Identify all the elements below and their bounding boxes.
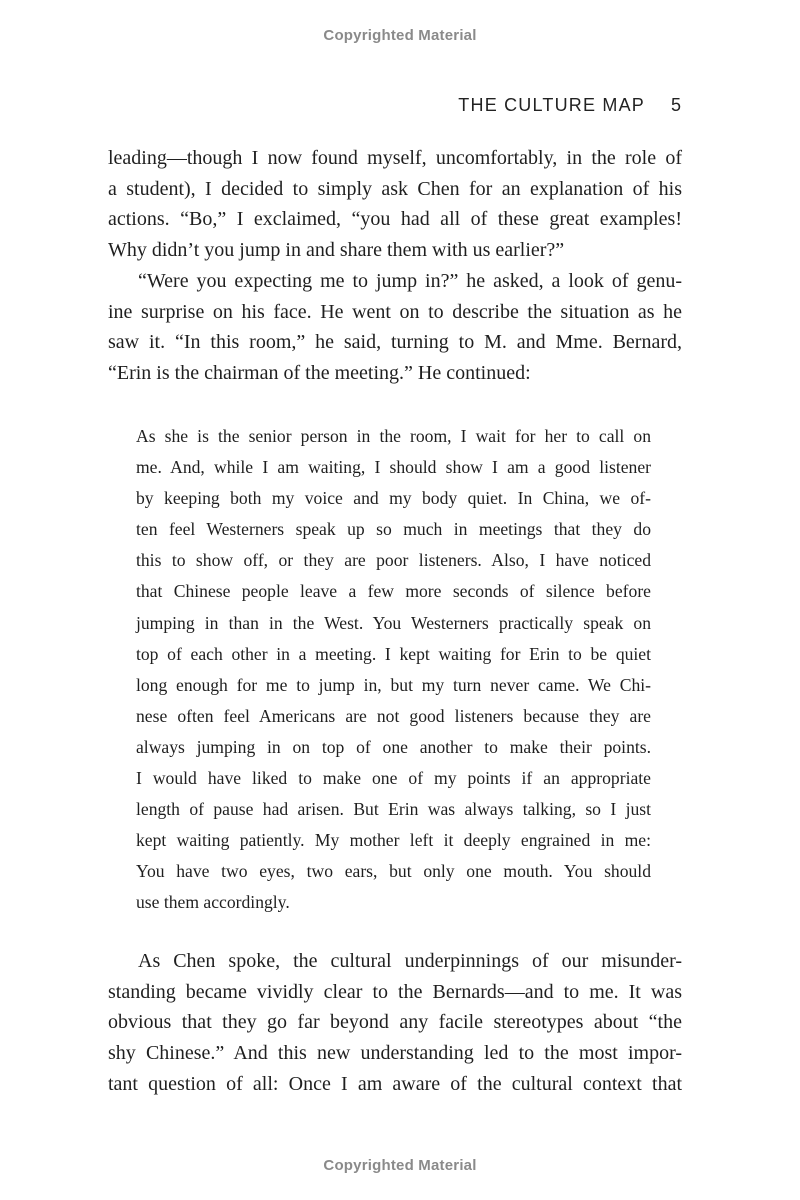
- quote-line: top of each other in a meeting. I kept waiting for Erin to be quiet: [136, 643, 651, 664]
- text-line: a student), I decided to simply ask Chen for an explanation of his: [108, 177, 682, 200]
- paragraph-3: [108, 946, 682, 1100]
- text-line: obvious that they go far beyond any facile stereotypes about “the: [108, 1011, 682, 1034]
- text-line: standing became vividly clear to the Bernards—and to me. It was: [108, 980, 682, 1003]
- text-line: “Were you expecting me to jump in?” he asked, a look of genu-: [138, 270, 682, 292]
- running-header: [458, 95, 681, 116]
- text-line: ine surprise on his face. He went on to describe the situation as he: [108, 300, 682, 323]
- text-line: leading—though I now found myself, uncomfortably, in the role of: [108, 147, 682, 169]
- text-line: “Erin is the chairman of the meeting.” He continued:: [108, 362, 531, 385]
- quote-line: length of pause had arisen. But Erin was always talking, so I just: [136, 799, 651, 820]
- quote-line: jumping in than in the West. You Westerners practically speak on: [136, 612, 651, 633]
- quote-line: As she is the senior person in the room, I wait for her to call on: [136, 426, 651, 446]
- quote-line: long enough for me to jump in, but my turn never came. We Chi-: [136, 674, 651, 695]
- copyright-watermark-top: Copyrighted Material: [323, 27, 477, 44]
- quote-line: kept waiting patiently. My mother left it deeply engrained in me:: [136, 830, 651, 851]
- text-line: shy Chinese.” And this new understanding led to the most impor-: [108, 1042, 682, 1065]
- copyright-watermark-bottom: Copyrighted Material: [323, 1157, 477, 1174]
- quote-line: I would have liked to make one of my points if an appropriate: [136, 768, 651, 789]
- paragraph-2: [108, 266, 682, 389]
- paragraph-1: [108, 143, 682, 266]
- quote-line: me. And, while I am waiting, I should show I am a good listener: [136, 457, 651, 478]
- text-line: As Chen spoke, the cultural underpinnings of our misunder-: [138, 950, 682, 972]
- page-number: 5: [670, 95, 681, 115]
- text-line: tant question of all: Once I am aware of the cultural context that: [108, 1072, 682, 1095]
- running-header-title: THE CULTURE MAP: [458, 95, 645, 115]
- block-quote: [136, 421, 651, 919]
- quote-line: ten feel Westerners speak up so much in meetings that they do: [136, 519, 651, 540]
- quote-line: You have two eyes, two ears, but only one mouth. You should: [136, 861, 651, 882]
- text-line: actions. “Bo,” I exclaimed, “you had all of these great examples!: [108, 208, 682, 231]
- quote-line: use them accordingly.: [136, 892, 290, 913]
- quote-line: nese often feel Americans are not good listeners because they are: [136, 705, 651, 726]
- quote-line: this to show off, or they are poor listeners. Also, I have noticed: [136, 550, 651, 571]
- quote-line: always jumping in on top of one another to make their points.: [136, 736, 651, 757]
- text-line: Why didn’t you jump in and share them with us earlier?”: [108, 239, 565, 262]
- quote-line: by keeping both my voice and my body quiet. In China, we of-: [136, 488, 651, 509]
- quote-line: that Chinese people leave a few more seconds of silence before: [136, 581, 651, 602]
- text-line: saw it. “In this room,” he said, turning to M. and Mme. Bernard,: [108, 331, 682, 354]
